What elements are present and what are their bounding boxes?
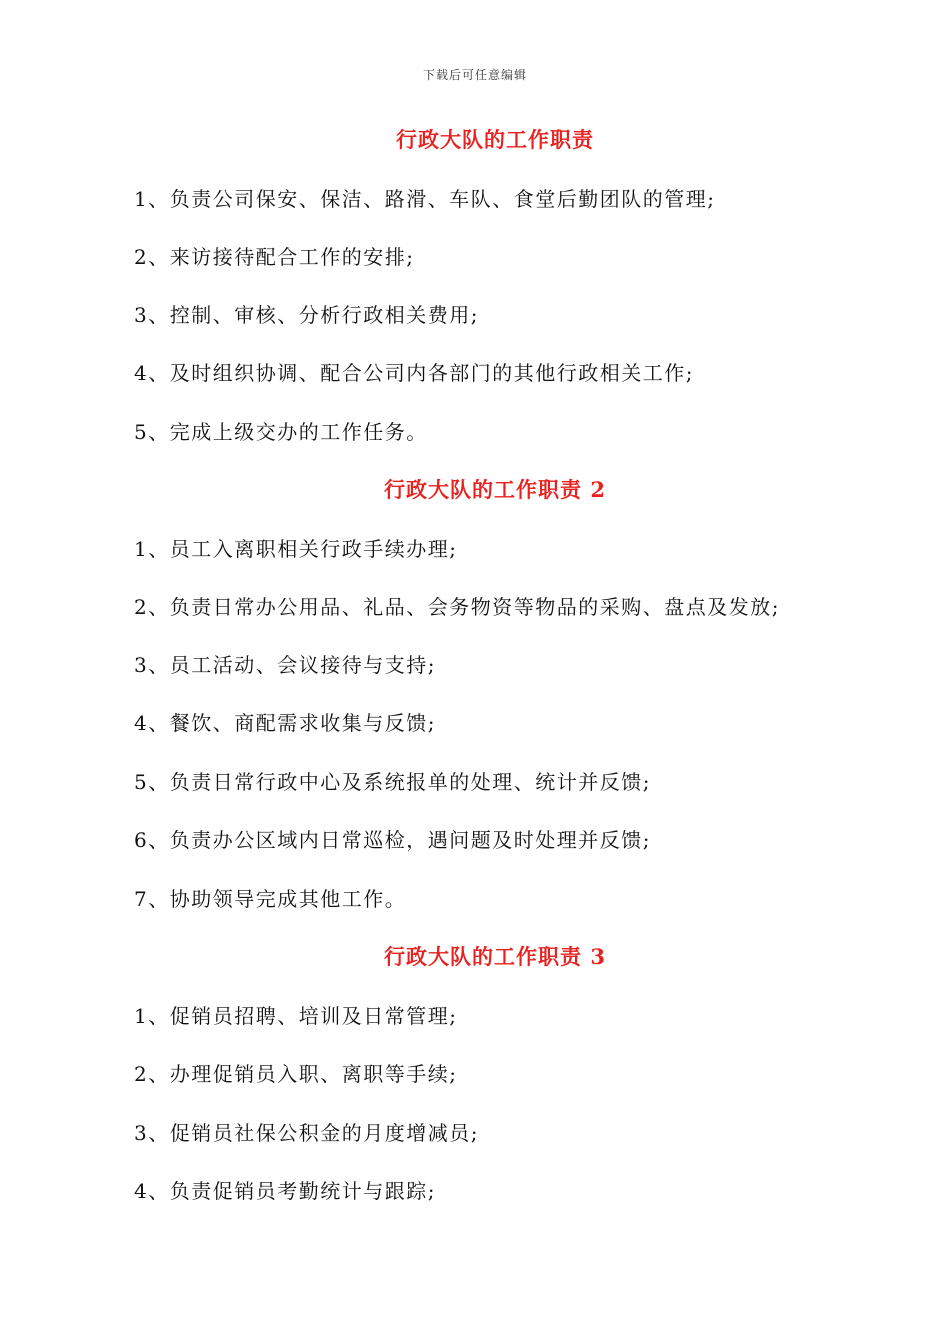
- list-item: 2、负责日常办公用品、礼品、会务物资等物品的采购、盘点及发放;: [134, 595, 780, 619]
- list-item: 4、及时组织协调、配合公司内各部门的其他行政相关工作;: [134, 361, 694, 385]
- list-item: 1、促销员招聘、培训及日常管理;: [134, 1004, 458, 1028]
- list-item: 6、负责办公区域内日常巡检，遇问题及时处理并反馈;: [134, 828, 651, 852]
- list-item: 1、员工入离职相关行政手续办理;: [134, 537, 458, 561]
- list-item: 3、促销员社保公积金的月度增减员;: [134, 1121, 479, 1145]
- list-item: 3、员工活动、会议接待与支持;: [134, 653, 436, 677]
- page-header-note: 下载后可任意编辑: [422, 68, 527, 82]
- list-item: 7、协助领导完成其他工作。: [134, 887, 407, 911]
- section-title: 行政大队的工作职责 3: [384, 944, 606, 969]
- list-item: 4、负责促销员考勤统计与跟踪;: [134, 1179, 436, 1203]
- section-title: 行政大队的工作职责: [396, 127, 594, 152]
- list-item: 5、完成上级交办的工作任务。: [134, 420, 428, 444]
- section-title: 行政大队的工作职责 2: [384, 477, 606, 502]
- list-item: 1、负责公司保安、保洁、路滑、车队、食堂后勤团队的管理;: [134, 187, 716, 211]
- list-item: 2、办理促销员入职、离职等手续;: [134, 1062, 458, 1086]
- list-item: 5、负责日常行政中心及系统报单的处理、统计并反馈;: [134, 770, 651, 794]
- list-item: 4、餐饮、商配需求收集与反馈;: [134, 711, 436, 735]
- list-item: 3、控制、审核、分析行政相关费用;: [134, 303, 479, 327]
- list-item: 2、来访接待配合工作的安排;: [134, 245, 415, 269]
